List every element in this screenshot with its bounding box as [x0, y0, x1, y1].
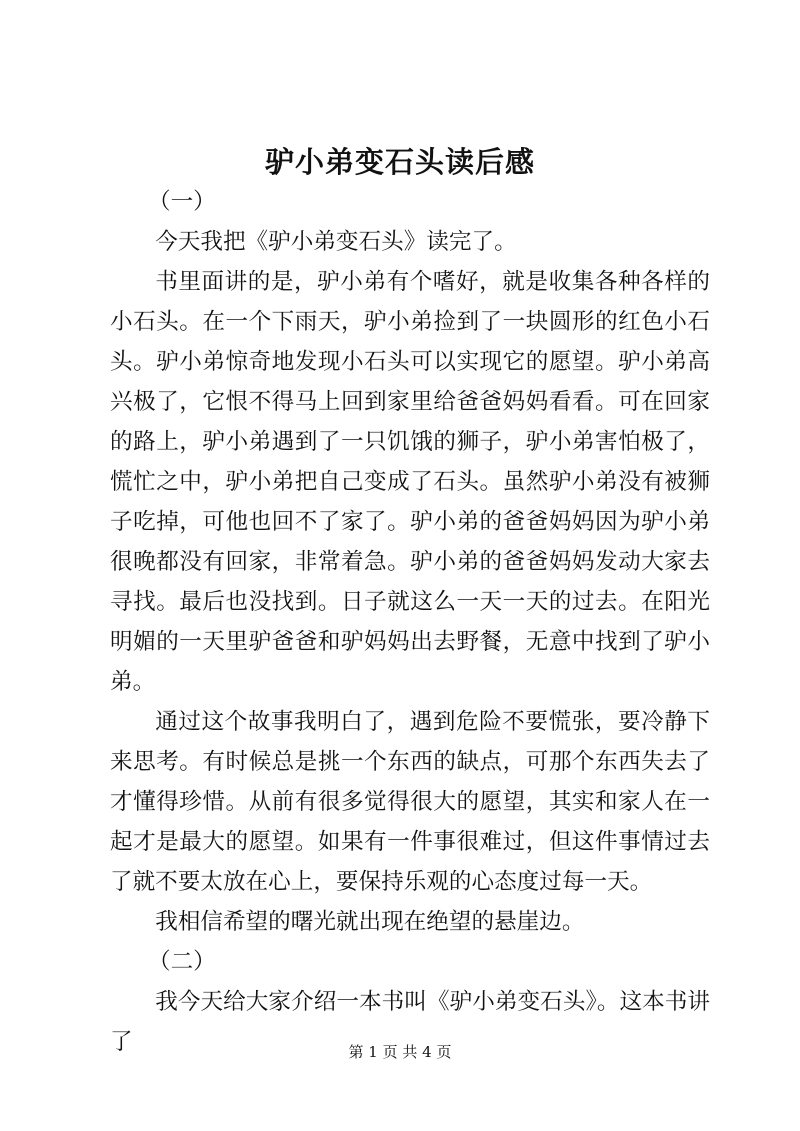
page-number-footer: 第 1 页 共 4 页	[348, 1043, 452, 1061]
paragraph: 通过这个故事我明白了，遇到危险不要慌张，要冷静下来思考。有时候总是挑一个东西的缺点，可那个东西失去了才懂得珍惜。从前有很多觉得很大的愿望，其实和家人在一起才是最大的愿望。如果有一件事很难过，但这件事情过去了就不要太放在心上，要保持乐观的心态度过每一天。	[110, 709, 710, 895]
paragraph: 今天我把《驴小弟变石头》读完了。	[155, 229, 517, 255]
section-heading-2: （二）	[148, 949, 216, 975]
paragraph: 我相信希望的曙光就出现在绝望的悬崖边。	[155, 909, 585, 935]
section-heading-1: （一）	[148, 189, 216, 215]
paragraph: 我今天给大家介绍一本书叫《驴小弟变石头》。这本书讲了	[110, 989, 710, 1055]
document-title: 驴小弟变石头读后感	[264, 145, 535, 179]
paragraph: 书里面讲的是，驴小弟有个嗜好，就是收集各种各样的小石头。在一个下雨天，驴小弟捡到了一块圆形的红色小石头。驴小弟惊奇地发现小石头可以实现它的愿望。驴小弟高兴极了，它恨不得马上回到家里给爸爸妈妈看看。可在回家的路上，驴小弟遇到了一只饥饿的狮子，驴小弟害怕极了，慌忙之中，驴小弟把自己变成了石头。虽然驴小弟没有被狮子吃掉，可他也回不了家了。驴小弟的爸爸妈妈因为驴小弟很晚都没有回家，非常着急。驴小弟的爸爸妈妈发动大家去寻找。最后也没找到。日子就这么一天一天的过去。在阳光明媚的一天里驴爸爸和驴妈妈出去野餐，无意中找到了驴小弟。	[110, 269, 710, 695]
document-body	[110, 182, 710, 1062]
